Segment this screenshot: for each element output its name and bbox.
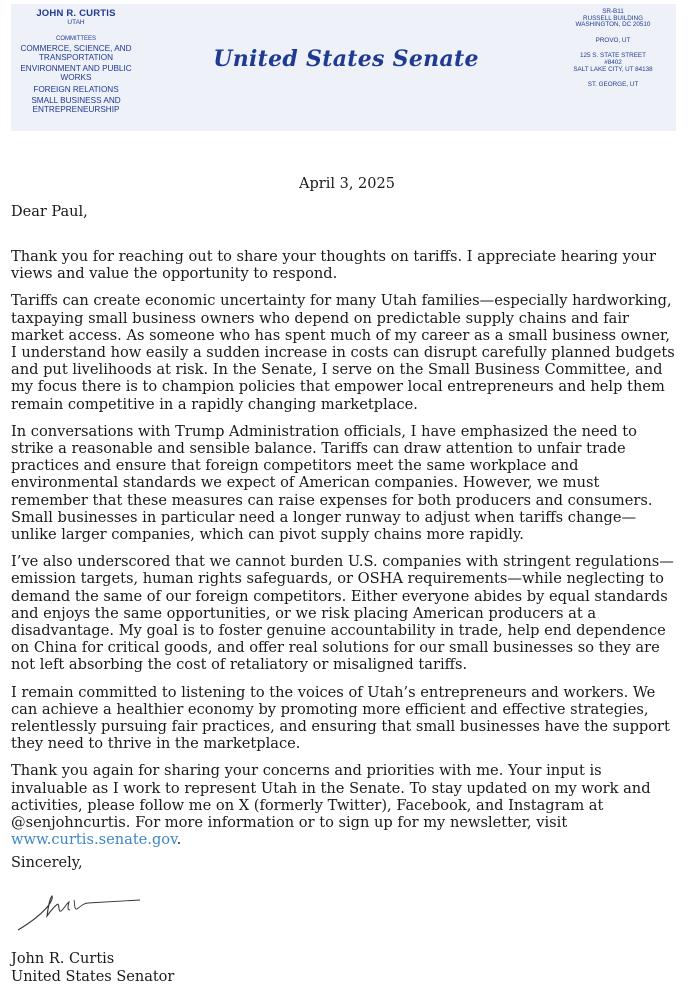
office-line: WASHINGTON, DC 20510 bbox=[575, 21, 651, 29]
final-paragraph-text: Thank you again for sharing your concerns and priorities with me. Your input is invaluable as I work to represent Utah in the Senate. To stay updated on my work and activities, please follow me on X (formerly Twitter), Facebook, and Instagram at @senjohncurtis. For more information or to sign up for my newsletter, visit bbox=[11, 762, 651, 832]
website-link[interactable]: www.curtis.senate.gov bbox=[11, 831, 177, 849]
senator-name: JOHN R. CURTIS bbox=[36, 8, 116, 19]
signature-stroke bbox=[58, 902, 70, 911]
signer-name: John R. Curtis bbox=[11, 951, 115, 967]
office-line: #8402 bbox=[604, 59, 622, 67]
committee-item: ENVIRONMENT AND PUBLIC WORKS bbox=[20, 64, 132, 82]
committee-item: FOREIGN RELATIONS bbox=[33, 84, 119, 94]
letterhead-offices bbox=[558, 9, 668, 98]
committee-item: SMALL BUSINESS AND ENTREPRENEURSHIP bbox=[31, 96, 121, 114]
office-line: SR-B11 bbox=[602, 8, 624, 15]
signer-block bbox=[11, 950, 174, 986]
office-line: 125 S. STATE STREET bbox=[580, 52, 646, 60]
body-paragraph: I remain committed to listening to the voices of Utah’s entrepreneurs and workers. We can achieve a healthier economy by promoting more efficient and effective strategies, relentlessly pursuing fair practices, and ensuring that small businesses have the support they need to thrive in the marketplace. bbox=[11, 683, 670, 753]
office-provo bbox=[558, 38, 668, 45]
body-paragraph: Thank you for reaching out to share your thoughts on tariffs. I appreciate hearing your views and value the opportunity to respond. bbox=[11, 248, 656, 283]
signer-title: United States Senator bbox=[11, 969, 175, 985]
office-line: SALT LAKE CITY, UT 84138 bbox=[573, 65, 653, 73]
signature bbox=[14, 886, 144, 938]
senate-title: United States Senate bbox=[213, 46, 479, 72]
letterhead-left-column bbox=[15, 9, 137, 114]
body-paragraph: In conversations with Trump Administration officials, I have emphasized the need to strike a reasonable and sensible balance. Tariffs can draw attention to unfair trade practices and ensure that foreign competitors meet the same workplace and environmental standards we expect of American companies. However, we must remember that these measures can raise expenses for both producers and consumers. Small businesses in particular need a longer runway to adjust when tariffs change—unlike larger companies, which can pivot supply chains more rapidly. bbox=[11, 422, 653, 544]
final-paragraph bbox=[11, 762, 680, 848]
office-washington bbox=[558, 9, 668, 29]
body-paragraph: I’ve also underscored that we cannot burden U.S. companies with stringent regulations—emission targets, human rights safeguards, or OSHA requirements—while neglecting to demand the same of our foreign competitors. Either everyone abides by equal standards and enjoys the same opportunities, or we risk placing American producers at a disadvantage. My goal is to foster genuine accountability in trade, help end dependence on China for critical goods, and offer real solutions for our small businesses so they are not left absorbing the cost of retaliatory or misaligned tariffs. bbox=[11, 553, 674, 674]
committees-label: COMMITTEES bbox=[56, 35, 96, 42]
closing: Sincerely, bbox=[11, 855, 83, 871]
salutation: Dear Paul, bbox=[11, 204, 88, 220]
signature-stroke bbox=[74, 900, 140, 909]
office-line: ST. GEORGE, UT bbox=[587, 81, 639, 89]
committee-item: COMMERCE, SCIENCE, AND TRANSPORTATION bbox=[20, 44, 132, 62]
letterhead bbox=[11, 4, 676, 131]
letter-body bbox=[11, 248, 680, 859]
senator-state: UTAH bbox=[67, 18, 85, 26]
office-line: PROVO, UT bbox=[595, 36, 631, 44]
letter-date: April 3, 2025 bbox=[299, 176, 395, 192]
final-paragraph-end: . bbox=[176, 831, 182, 849]
signature-stroke bbox=[18, 896, 58, 930]
body-paragraph: Tariffs can create economic uncertainty for many Utah families—especially hardworking, taxpaying small business owners who depend on predictable supply chains and fair market access. As someone who has spent much of my career as a small business owner, I understand how easily a sudden increase in costs can disrupt carefully planned budgets and put livelihoods at risk. In the Senate, I serve on the Small Business Committee, and my focus there is to champion policies that empower local entrepreneurs and help them remain competitive in a rapidly changing marketplace. bbox=[11, 292, 675, 413]
office-st-george bbox=[558, 82, 668, 89]
office-line: RUSSELL BUILDING bbox=[583, 14, 643, 22]
office-salt-lake-city bbox=[558, 53, 668, 73]
